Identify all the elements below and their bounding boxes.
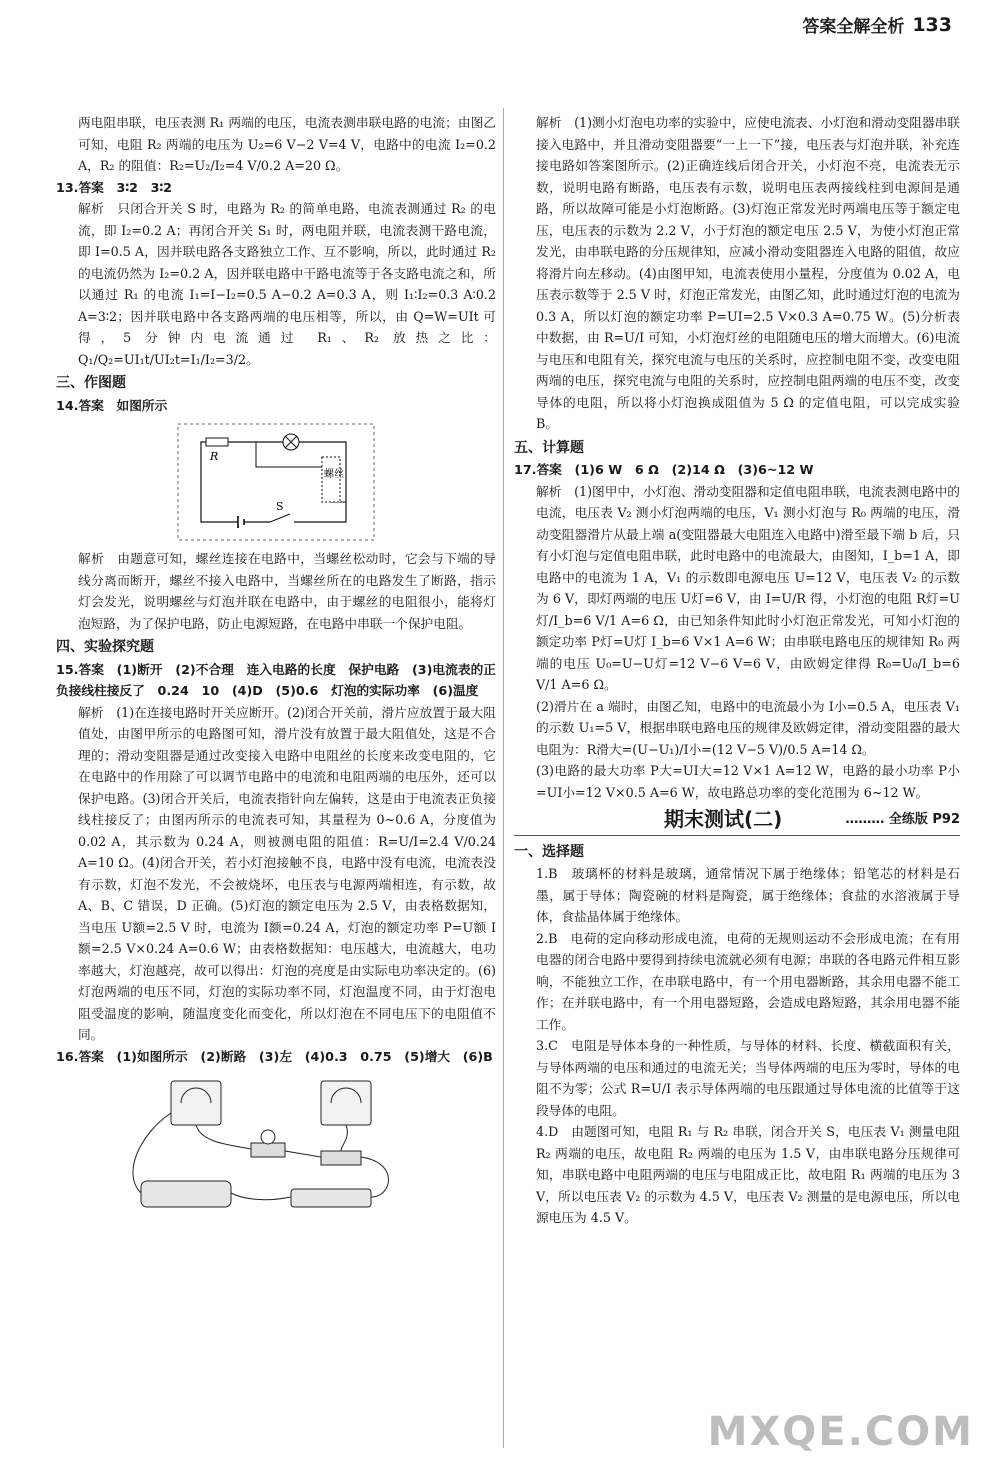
q14-circuit-diagram [176,422,376,542]
exam-reference: ……… 全练版 P92 [845,812,960,827]
choice-2: 2.B 电荷的定向移动形成电流，电荷的无规则运动不会形成电流；在有用电器的闭合电路中要得到持续电流就必须有电源；串联的各电路元件相互影响，不能独立工作，在串联电路中，有一个用电器断路，其余用电器不能工作；在并联电路中，有一个用电器短路，会造成电路短路，其余用电器不能工作。 [536,930,960,1032]
q17-analysis-1: 解析 (1)图甲中，小灯泡、滑动变阻器和定值电阻串联，电流表测电路中的电流，电压表 V₂ 测小灯泡两端的电压，V₁ 测小灯泡与 R₀ 两端的电压，滑动变阻器滑片从最上端 a(变阻器最大电阻连入电路中)滑至最下端 b 后，只有小灯泡与定值电阻串联，此时电路中的电流最大，由图知，I_b=1 A，即电路中的电流为 1 A，V₁ 的示数即电源电压 U=12 V，电压表 V₂ 的示数为 6 V，即灯两端的电压 U灯=6 V，由 I=U/R 得，小灯泡的电阻 R灯=U灯/I_b=6 V/1 A=6 Ω，由已知条件知此时小灯泡正常发光，可知小灯泡的额定功率 P灯=U灯 I_b=6 V×1 A=6 W；由串联电路电压的规律知 R₀ 两端的电压 U₀=U−U灯=12 V−6 V=6 V，由欧姆定律得 R₀=U₀/I_b=6 V/1 A=6 Ω。 [536,483,960,692]
q16-circuit-photo [111,1073,441,1223]
q17-answer: 17.答案 (1)6 W 6 Ω (2)14 Ω (3)6~12 W [514,462,814,477]
switch-label: S [276,500,284,513]
bulb [261,1130,275,1144]
exam-title: 期末测试(二) [664,807,783,831]
left-column [56,112,496,1229]
section-5-heading: 五、计算题 [514,439,584,456]
q14-answer: 14.答案 如图所示 [56,397,168,413]
section-1-heading: 一、选择题 [514,843,584,860]
lamp-holder [251,1143,285,1157]
section-3-heading: 三、作图题 [56,375,126,391]
q16-answer: 16.答案 (1)如图所示 (2)断路 (3)左 (4)0.3 0.75 (5)增大 (6)B [56,1048,493,1064]
page-number: 133 [912,13,952,36]
q13-answer: 13.答案 3∶2 3∶2 [56,179,172,195]
q15-analysis: 解析 (1)在连接电路时开关应断开。(2)闭合开关前，滑片应放置于最大阻值处，由图甲所示的电路图可知，滑片没有放置于最大阻值处，这是不合理的；滑动变阻器是通过改变接入电路中电阻丝的长度来改变电阻的，它在电路中的作用除了可以调节电路中的电流和电阻两端的电压外，还可以保护电路。(3)闭合开关后，电流表指针向左偏转，这是由于电流表正负接线柱接反了；由图丙所示的电流表可知，其量程为 0~0.6 A，分度值为 0.02 A，其示数为 0.24 A，则被测电阻的阻值：R=U/I=2.4 V/0.24 A=10 Ω。(4)闭合开关，若小灯泡接触不良，电路中没有电流，电流表没有示数，灯泡不发光，不会被烧坏，电压表与电源两端相连，有示数，故 A、B、C 错误，D 正确。(5)灯泡的额定电压为 2.5 V，由表格数据知，当电压 U额=2.5 V 时，电流为 I额=0.24 A，灯泡的额定功率 P=U额 I额=2.5 V×0.24 A=0.6 W；由表格数据知：电压越大，电流越大，电功率越大，灯泡越亮，故可以得出：灯泡的亮度是由实际电功率决定的。(6)灯泡两端的电压不同，灯泡的实际功率不同，灯泡温度不同，由于灯泡电阻受温度的影响，随温度变化而变化，所以灯泡在不同电压下的电阻值不同。 [78,704,496,1042]
q13-analysis: 解析 只闭合开关 S 时，电路为 R₂ 的简单电路，电流表测通过 R₂ 的电流，即 I₂=0.2 A；再闭合开关 S₁ 时，两电阻并联，电流表测干路电流，即 I=0.5 A，因并联电路各支路独立工作、互不影响，所以，此时通过 R₂ 的电流仍然为 I₂=0.2 A，因并联电路中干路电流等于各支路电流之和，所以通过 R₁ 的电流 I₁=I−I₂=0.5 A−0.2 A=0.3 A，则 I₁∶I₂=0.3 A∶0.2 A=3∶2；因并联电路中各支路两端的电压相等，所以，由 Q=W=UIt 可得，5 分钟内电流通过 R₁、R₂ 放热之比：Q₁/Q₂=UI₁t/UI₂t=I₁/I₂=3/2。 [78,201,496,367]
q16-analysis: 解析 (1)测小灯泡电功率的实验中，应使电流表、小灯泡和滑动变阻器串联接入电路中，并且滑动变阻器要“一上一下”接，电压表与灯泡并联，补充连接电路如答案图所示。(2)正确连线后闭合开关，小灯泡不亮，电流表无示数，说明电路有断路，电压表有示数，说明电压表两接线柱到电源间是通路，所以故障可能是小灯泡断路。(3)灯泡正常发光时两端电压等于额定电压，电压表的示数为 2.2 V，小于灯泡的额定电压 2.5 V，为使小灯泡正常发光，由串联电路的分压规律知，应减小滑动变阻器连入电路的阻值，故应将滑片向左移动。(4)由图甲知，电流表使用小量程，分度值为 0.02 A，电压表示数等于 2.5 V 时，灯泡正常发光，由图乙知，此时通过灯泡的电流为 0.3 A，所以灯泡的额定功率 P=UI=2.5 V×0.3 A=0.75 W。(5)分析表中数据，由 R=U/I 可知，小灯泡灯丝的电阻随电压的增大而增大。(6)电流与电压和电阻有关，探究电流与电压的关系时，应控制电阻不变，改变电阻两端的电压，探究电流与电阻的关系时，应控制电阻两端的电压不变，改变导体的电阻，所以将小灯泡换成阻值为 5 Ω 的定值电阻，可以完成实验 B。 [536,115,960,431]
resistor-symbol [206,438,228,446]
exam-title-bar [514,809,960,836]
battery-pack [291,1189,371,1207]
screw-label: 螺丝 [324,469,344,480]
switch-base [321,1151,361,1165]
choice-4: 4.D 由题图可知，电阻 R₁ 与 R₂ 串联，闭合开关 S，电压表 V₁ 测量电阻 R₂ 两端的电压，故电阻 R₂ 两端的电压为 1.5 V，由串联电路分压规律可知，串联电路中电阻两端的电压与电阻成正比，故电阻 R₁ 两端的电压为 3 V，所以电压表 V₂ 的示数为 4.5 V，电压表 V₂ 测量的是电源电压，所以电源电压为 4.5 V。 [536,1124,960,1225]
q17-analysis-3: (3)电路的最大功率 P大=UI大=12 V×1 A=12 W，电路的最小功率 P小=UI小=12 V×0.5 A=6 W，故电路总功率的变化范围为 6~12 W。 [536,763,960,800]
section-4-heading: 四、实验探究题 [56,639,154,655]
resistor-label: R [210,450,219,463]
q15-answer: 15.答案 (1)断开 (2)不合理 连入电路的长度 保护电路 (3)电流表的正负接线柱接反了 0.24 10 (4)D (5)0.6 灯泡的实际功率 (6)温度 [56,661,496,698]
choice-1: 1.B 玻璃杯的材料是玻璃，通常情况下属于绝缘体；铅笔芯的材料是石墨，属于导体；陶瓷碗的材料是陶瓷，属于绝缘体；食盐的水溶液属于导体，食盐晶体属于绝缘体。 [536,866,960,924]
site-watermark: MXQE.COM [707,1409,974,1455]
q14-analysis: 解析 由题意可知，螺丝连接在电路中，当螺丝松动时，它会与下端的导线分离而断开，螺丝不接入电路中，当螺丝所在的电路发生了断路，指示灯会发光，说明螺丝与灯泡并联在电路中，由于螺丝的电阻很小，能将灯泡短路，为了保护电路，防止电源短路，在电路中串联一个保护电阻。 [78,551,496,631]
q17-analysis-2: (2)滑片在 a 端时，由图乙知，电路中的电流最小为 I小=0.5 A，电压表 V₁ 的示数 U₁=5 V，根据串联电路电压的规律及欧姆定律，滑动变阻器的最大电阻为：R滑大=(U−U₁)/I小=(12 V−5 V)/0.5 A=14 Ω。 [536,698,960,757]
page-header [802,12,952,37]
right-column [514,112,960,1229]
column-divider [503,108,504,1448]
q12-analysis-continued: 两电阻串联，电压表测 R₁ 两端的电压，电流表测串联电路的电流；由图乙可知，电阻 R₂ 两端的电压为 U₂=6 V−2 V=4 V，电路中的电流 I₂=0.2 A，R₂ 的阻值：R₂=U₂/I₂=4 V/0.2 A=20 Ω。 [78,115,496,173]
choice-3: 3.C 电阻是导体本身的一种性质，与导体的材料、长度、横截面积有关，与导体两端的电压和通过的电流无关；当导体两端的电压为零时，导体的电阻不为零；公式 R=U/I 表示导体两端的电压跟通过导体电流的比值等于这段导体的电阻。 [536,1038,960,1118]
header-title: 答案全解全析 [802,17,905,37]
rheostat [141,1181,231,1207]
